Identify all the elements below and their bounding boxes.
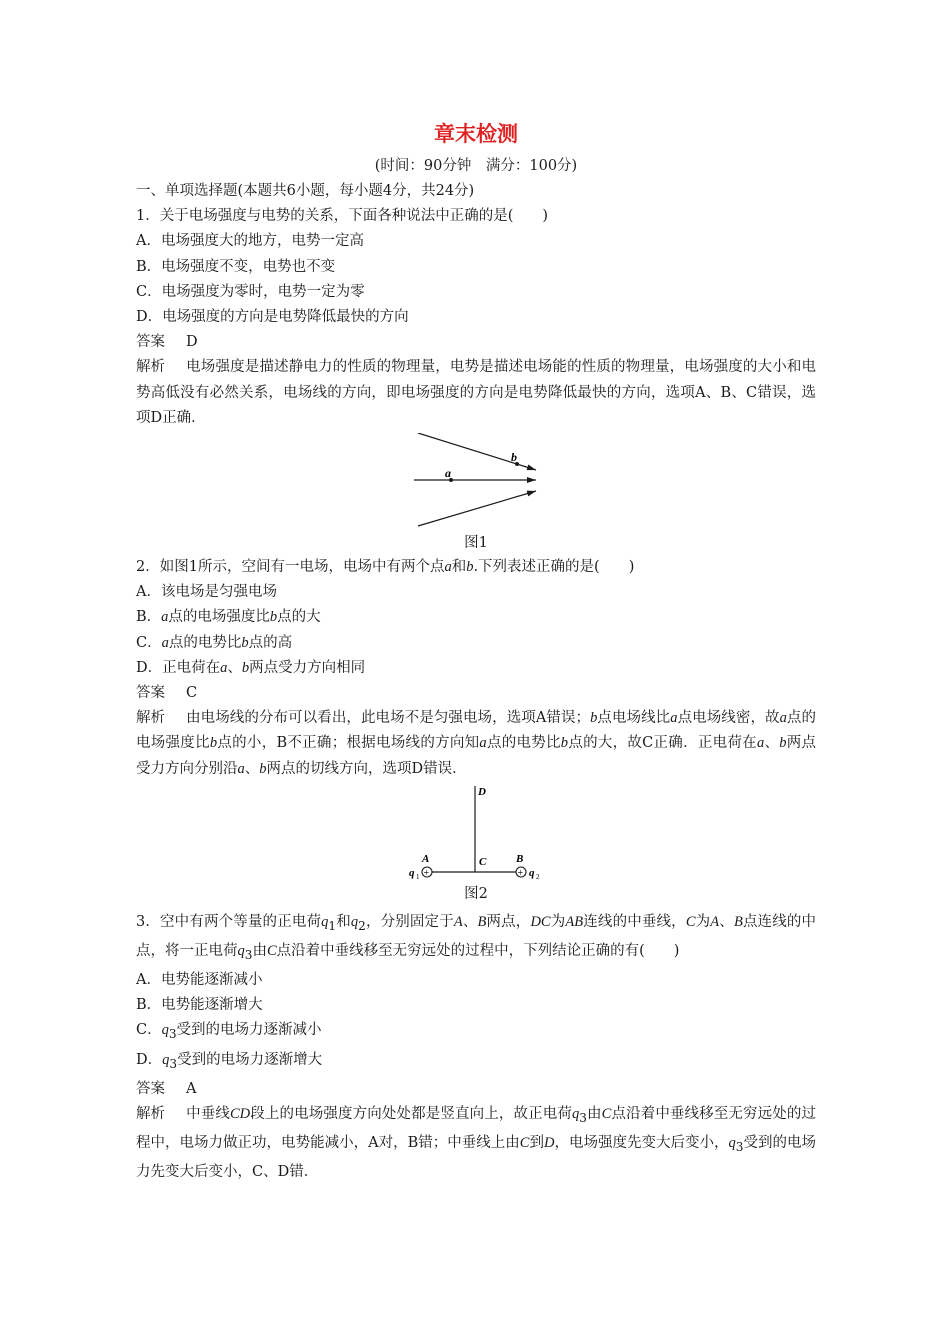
point-a-label: a	[445, 466, 451, 481]
option-text: 点的电势比	[168, 634, 242, 651]
question-3-option-b: B．电势能逐渐增大	[136, 997, 263, 1014]
stem-text: 、	[462, 913, 478, 930]
question-2-option-b	[136, 605, 816, 630]
answer-label: 答案	[136, 685, 165, 702]
charge-q1-label: q	[409, 866, 415, 879]
charge-q1-plus: +	[423, 867, 430, 879]
var-a: a	[161, 634, 169, 651]
figure-2	[136, 786, 816, 910]
point-b-label: B	[516, 852, 524, 865]
var-q: q	[728, 1134, 736, 1151]
point-a-label: A	[422, 852, 430, 865]
var-point-b: B	[733, 913, 743, 930]
stem-text: 点沿着中垂线移至无穷远处的过程中，下列结论正确的有( )	[276, 942, 680, 959]
question-3-stem	[136, 910, 816, 968]
analysis-text: 点的大，故C正确．正电荷在	[568, 735, 757, 752]
var-point-a: A	[453, 913, 463, 930]
var-b: b	[779, 735, 787, 752]
option-text: C．	[136, 634, 162, 651]
question-2-option-a: A．该电场是匀强电场	[136, 584, 277, 601]
analysis-text: 由	[586, 1105, 602, 1122]
var-b: b	[466, 559, 474, 576]
option-text: B．	[136, 609, 162, 626]
figure-1-caption: 图1	[464, 535, 488, 552]
option-text: D．	[136, 1051, 163, 1068]
analysis-text: 由电场线的分布可以看出，此电场不是匀强电场，选项A错误；	[186, 710, 591, 727]
var-q: q	[571, 1105, 580, 1122]
figure-1	[136, 433, 816, 555]
section-heading: 一、单项选择题(本题共6小题，每小题4分，共24分)	[136, 183, 475, 199]
point-d-label: D	[478, 785, 486, 798]
point-c-label: C	[479, 855, 487, 868]
analysis-text: ，电场强度先变大后变小，	[554, 1134, 729, 1151]
subscript: 3	[168, 1027, 177, 1042]
var-a: a	[220, 659, 228, 676]
answer-value: C	[186, 685, 198, 702]
analysis-text: 电场强度是描述静电力的性质的物理量，电势是描述电场能的性质的物理量，电场强度的大小和电势高低没有必然关系，电场线的方向，即电场强度的方向是电势降低最快的方向，选项A、B、C错误，选项D正确．	[136, 359, 816, 426]
question-3-answer	[136, 1077, 816, 1102]
var-b: b	[209, 735, 218, 752]
var-b: b	[241, 659, 250, 676]
var-point-c: C	[601, 1105, 612, 1122]
question-1-option-a: A．电场强度大的地方，电势一定高	[136, 233, 364, 250]
var-b: b	[241, 634, 249, 651]
var-q: q	[161, 1022, 169, 1039]
var-q: q	[350, 913, 359, 930]
question-1-answer	[136, 330, 816, 355]
charge-q2-plus: +	[517, 867, 524, 879]
question-3-option-c	[136, 1018, 816, 1047]
stem-text: 连线的中垂线，	[583, 913, 686, 930]
option-text: D．正电荷在	[136, 659, 221, 676]
stem-text: 两点，	[486, 913, 531, 930]
var-point-b: B	[477, 913, 487, 930]
option-text: 受到的电场力逐渐增大	[177, 1051, 323, 1068]
question-2-analysis	[136, 706, 816, 782]
question-1-option-b: B．电场强度不变，电势也不变	[136, 258, 336, 275]
analysis-text: 点的电场强度比	[136, 710, 817, 752]
var-b: b	[560, 735, 569, 752]
analysis-text: 、	[244, 760, 260, 777]
stem-text: 2．如图1所示，空间有一电场，电场中有两个点	[136, 559, 445, 576]
subscript: 3	[169, 1056, 178, 1071]
question-1-analysis	[136, 355, 816, 431]
analysis-text: 段上的电场强度方向处处都是竖直向上，故正电荷	[250, 1105, 572, 1122]
question-1-stem: 1．关于电场强度与电势的关系，下面各种说法中正确的是( )	[136, 208, 549, 225]
option-text: 点的大	[277, 609, 321, 626]
point-b-label: b	[511, 450, 517, 465]
var-a: a	[670, 710, 678, 727]
subscript: 2	[358, 918, 366, 933]
stem-text: 为	[550, 913, 566, 930]
answer-label: 答案	[136, 1080, 165, 1097]
var-a: a	[444, 559, 452, 576]
stem-text: 3．空中有两个等量的正电荷	[136, 913, 322, 930]
var-point-a: A	[710, 913, 720, 930]
stem-text: 点连线的中点，将一正电荷	[136, 913, 817, 959]
stem-text: 和	[451, 559, 467, 576]
figure-1-diagram	[136, 433, 816, 531]
analysis-label: 解析	[136, 1105, 165, 1122]
analysis-text: 两点受力方向分别沿	[136, 735, 817, 777]
analysis-text: 到	[529, 1134, 544, 1151]
stem-text: 由	[252, 942, 267, 959]
question-1-option-c: C．电场强度为零时，电势一定为零	[136, 283, 365, 300]
analysis-text: 点沿着中垂线移至无穷远处的过程中，电场力做正功，电势能减小，A对，B错；中垂线上由	[136, 1105, 817, 1151]
analysis-label: 解析	[136, 359, 165, 376]
var-a: a	[479, 735, 487, 752]
var-point-c: C	[519, 1134, 530, 1151]
question-3-option-d	[136, 1048, 816, 1077]
answer-value: D	[186, 334, 198, 351]
analysis-text: 中垂线	[186, 1105, 230, 1122]
charge-q2-subscript: 2	[536, 872, 540, 881]
answer-label: 答案	[136, 334, 165, 351]
option-text: 两点受力方向相同	[249, 659, 366, 676]
subscript: 1	[328, 918, 337, 933]
question-1-option-d: D．电场强度的方向是电势降低最快的方向	[136, 309, 409, 326]
analysis-text: 点电场线比	[597, 710, 671, 727]
var-a: a	[779, 710, 787, 727]
var-point-c: C	[685, 913, 696, 930]
var-b: b	[269, 609, 278, 626]
charge-q2-label: q	[529, 866, 535, 879]
option-text: 、	[227, 659, 242, 676]
subscript: 3	[735, 1139, 744, 1154]
var-q: q	[321, 913, 329, 930]
answer-value: A	[186, 1080, 197, 1097]
charge-q1-subscript: 1	[416, 872, 420, 881]
field-line-lower	[418, 491, 536, 526]
stem-text: ，分别固定于	[365, 913, 454, 930]
var-point-c: C	[266, 942, 277, 959]
stem-text: .下列表述正确的是( )	[473, 559, 635, 576]
figure-2-diagram	[136, 786, 816, 886]
stem-text: 、	[719, 913, 734, 930]
subscript: 3	[244, 947, 253, 962]
var-dc: DC	[530, 913, 551, 930]
option-text: 受到的电场力逐渐减小	[176, 1022, 322, 1039]
question-2-option-c	[136, 631, 816, 656]
analysis-label: 解析	[136, 710, 165, 727]
page-title: 章末检测	[434, 122, 518, 146]
var-point-d: D	[543, 1134, 555, 1151]
analysis-text: 、	[764, 735, 780, 752]
var-q: q	[162, 1051, 170, 1068]
question-2-answer	[136, 681, 816, 706]
var-a: a	[756, 735, 765, 752]
subscript: 3	[579, 1110, 587, 1125]
analysis-text: 点的电势比	[486, 735, 561, 752]
var-a: a	[237, 760, 245, 777]
var-a: a	[161, 609, 169, 626]
question-2-stem	[136, 555, 816, 580]
stem-text: 和	[336, 913, 351, 930]
analysis-text: 点的小，B不正确；根据电场线的方向知	[217, 735, 480, 752]
question-3-option-a: A．电势能逐渐减小	[136, 972, 263, 989]
analysis-text: 受到的电场力先变大后变小，C、D错．	[136, 1134, 817, 1181]
option-text: 点的电场强度比	[168, 609, 270, 626]
document-page	[136, 120, 816, 1185]
var-b: b	[590, 710, 598, 727]
var-q: q	[237, 942, 245, 959]
stem-text: 为	[695, 913, 711, 930]
analysis-text: 两点的切线方向，选项D错误．	[266, 760, 467, 777]
figure-2-caption: 图2	[464, 885, 488, 902]
var-cd: CD	[230, 1105, 251, 1122]
option-text: C．	[136, 1022, 162, 1039]
question-3-analysis	[136, 1102, 816, 1185]
var-b: b	[259, 760, 267, 777]
exam-info: (时间：90分钟 满分：100分)	[374, 158, 578, 174]
question-2-option-d	[136, 656, 816, 681]
analysis-text: 点电场线密，故	[677, 710, 780, 727]
var-ab: AB	[565, 913, 584, 930]
option-text: 点的高	[248, 634, 293, 651]
